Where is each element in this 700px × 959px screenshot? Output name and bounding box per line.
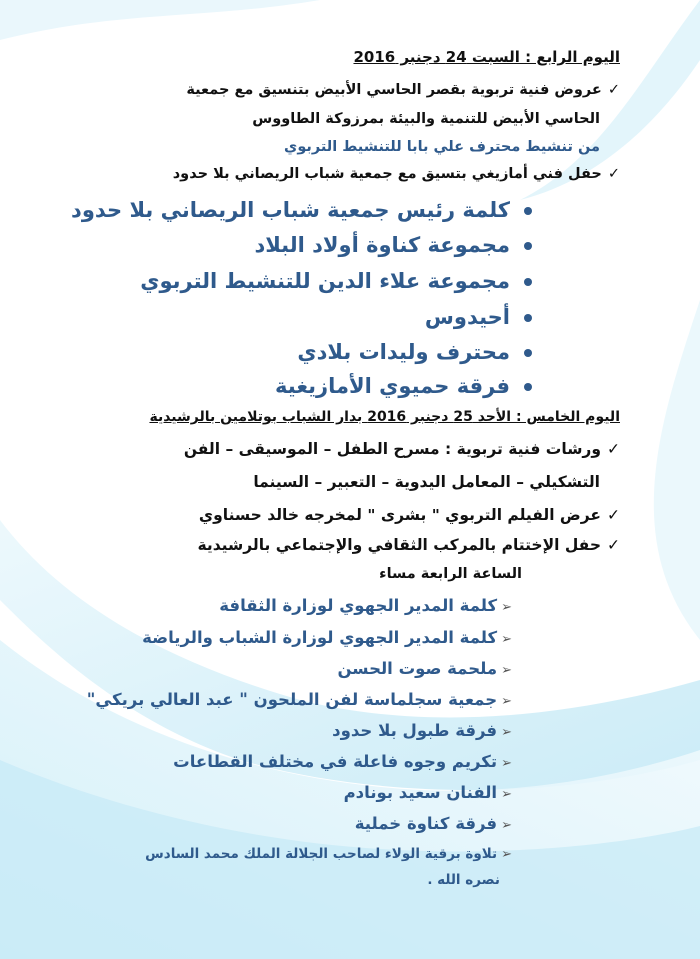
arrow-item-text: الفنان سعيد بونادم [343,783,498,802]
arrow-item-text: فرقة كناوة خملية [354,814,498,833]
day5-arrow-item [142,628,512,647]
arrow-item-text: كلمة المدير الجهوي لوزارة الثقافة [219,596,498,615]
arrow-right-icon: ➢ [501,663,512,678]
bullet-dot-icon [524,314,532,322]
day4-item1-line2: الحاسي الأبيض للتنمية والبيئة بمرزوكة الطاووس [252,111,600,127]
arrow-right-icon: ➢ [501,632,512,647]
bullet-text: محترف وليدات بلادي [297,340,510,364]
day5-arrow-item [173,752,512,771]
check-icon: ✓ [607,536,620,554]
bullet-dot-icon [524,207,532,215]
last-item-text: تلاوة برقية الولاء لصاحب الجلالة الملك محمد السادس [145,846,498,862]
day5-item3-line2: الساعة الرابعة مساء [379,566,522,582]
day5-arrow-item [332,721,512,740]
day5-item1 [184,440,620,458]
bullet-text: كلمة رئيس جمعية شباب الريصاني بلا حدود [71,198,510,222]
day5-last-item-line2: نصره الله . [427,872,500,888]
arrow-right-icon: ➢ [501,787,512,802]
day4-bullet-item [254,233,532,257]
bullet-dot-icon [524,278,532,286]
arrow-item-text: جمعية سجلماسة لفن الملحون " عبد العالي بريكي" [86,690,498,709]
day4-item1 [186,82,620,98]
check-icon: ✓ [607,82,620,98]
arrow-item-text: فرقة طبول بلا حدود [332,721,498,740]
day5-arrow-item [337,659,512,678]
arrow-right-icon: ➢ [501,756,512,771]
arrow-item-text: ملحمة صوت الحسن [337,659,498,678]
day4-bullet-item [140,269,532,293]
day5-item1-line2: التشكيلي – المعامل اليدوية – التعبير – السينما [253,473,600,491]
day5-item3-text: حفل الإختتام بالمركب الثقافي والإجتماعي بالرشيدية [197,536,601,554]
day4-bullet-item [425,305,532,329]
check-icon: ✓ [607,166,620,182]
day4-item2 [173,166,620,182]
check-icon: ✓ [607,506,620,524]
day5-heading: اليوم الخامس : الأحد 25 دجنبر 2016 بدار الشباب بوتلامين بالرشيدية [149,409,620,425]
bullet-text: مجموعة علاء الدين للتنشيط التربوي [140,269,510,293]
arrow-right-icon: ➢ [501,600,512,615]
arrow-item-text: كلمة المدير الجهوي لوزارة الشباب والرياضة [142,628,498,647]
day4-item1-note: من تنشيط محترف علي بابا للتنشيط التربوي [284,139,600,155]
day5-last-item [145,846,512,862]
bullet-text: مجموعة كناوة أولاد البلاد [254,233,510,257]
bullet-text: فرقة حميوي الأمازيغية [275,374,510,398]
day4-bullet-item [297,340,532,364]
check-icon: ✓ [607,440,620,458]
day5-arrow-item [87,690,512,709]
day4-bullet-item [71,198,532,222]
day5-arrow-item [219,596,512,615]
day5-item2 [199,506,620,524]
day4-item2-text: حفل فني أمازيغي بتسيق مع جمعية شباب الريصاني بلا حدود [172,166,602,182]
day5-item2-text: عرض الفيلم التربوي " بشرى " لمخرجه خالد حسناوي [198,506,601,524]
day5-arrow-item [344,783,512,802]
bullet-dot-icon [524,383,532,391]
day4-item1-text: عروض فنية تربوية بقصر الحاسي الأبيض بتنسيق مع جمعية [186,82,602,98]
day5-arrow-item [355,814,512,833]
arrow-right-icon: ➢ [501,725,512,740]
day4-bullet-item [275,374,532,398]
arrow-item-text: تكريم وجوه فاعلة في مختلف القطاعات [173,752,498,771]
bullet-dot-icon [524,349,532,357]
day5-item3 [198,536,621,554]
arrow-right-icon: ➢ [501,818,512,833]
arrow-right-icon: ➢ [501,847,512,862]
arrow-right-icon: ➢ [501,694,512,709]
bullet-dot-icon [524,242,532,250]
bullet-text: أحيدوس [424,305,510,329]
day4-heading: اليوم الرابع : السبت 24 دجنبر 2016 [353,48,620,66]
day5-item1-text: ورشات فنية تربوية : مسرح الطفل – الموسيقى – الفن [183,440,601,458]
